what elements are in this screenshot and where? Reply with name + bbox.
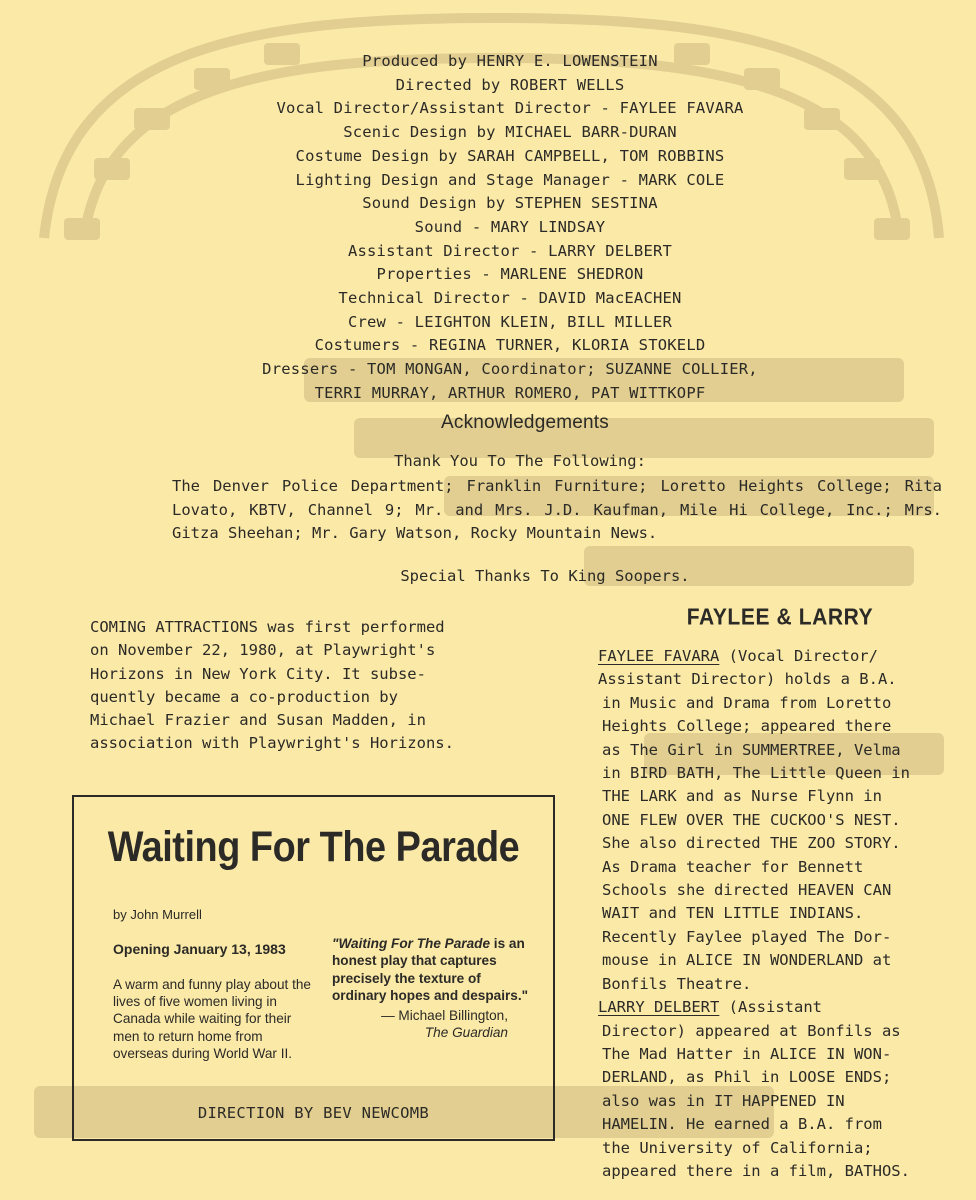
bio-line: Recently Faylee played The Dor- — [602, 927, 892, 946]
biographies — [598, 645, 968, 1183]
ad-quote-text: is an honest play that captures precisely the texture of ordinary hopes and despairs." — [332, 936, 529, 1004]
bio-line: Director) appeared at Bonfils as — [602, 1021, 901, 1040]
history-line: quently became a co-production by — [90, 687, 398, 706]
bio-line — [598, 996, 968, 1019]
bio-line: ONE FLEW OVER THE CUCKOO'S NEST. — [602, 810, 901, 829]
bio-line: as The Girl in SUMMERTREE, Velma — [602, 740, 901, 759]
history-line: association with Playwright's Horizons. — [90, 734, 454, 753]
credit-line: Assistant Director - LARRY DELBERT — [347, 241, 673, 260]
bio-line: the University of California; — [602, 1138, 873, 1157]
credit-line: Technical Director - DAVID MacEACHEN — [338, 289, 682, 308]
ad-title: Waiting For The Parade — [107, 823, 520, 871]
bio-line: HAMELIN. He earned a B.A. from — [602, 1115, 882, 1134]
bio-line: The Mad Hatter in ALICE IN WON- — [602, 1044, 892, 1063]
bio-line: mouse in ALICE IN WONDERLAND at — [602, 951, 892, 970]
credit-line: Costumers - REGINA TURNER, KLORIA STOKELD — [314, 336, 706, 355]
bio-line: THE LARK and as Nurse Flynn in — [602, 787, 882, 806]
ad-direction-credit: DIRECTION BY BEV NEWCOMB — [197, 1104, 430, 1122]
credit-line: Dressers - TOM MONGAN, Coordinator; SUZANNE COLLIER, — [262, 360, 758, 379]
ad-opening-date: Opening January 13, 1983 — [113, 941, 286, 957]
acknowledgements-intro: Thank You To The Following: — [394, 452, 646, 470]
bio-line: She also directed THE ZOO STORY. — [602, 834, 901, 853]
ad-description: A warm and funny play about the lives of five women living in Canada while waiting for their men to return home from overseas during World War II. — [113, 977, 311, 1061]
history-line: on November 22, 1980, at Playwright's — [90, 641, 436, 660]
bio-line: in BIRD BATH, The Little Queen in — [602, 764, 910, 783]
larry-role: (Assistant — [719, 998, 822, 1017]
faylee-role: (Vocal Director/ — [719, 647, 878, 665]
credit-line: Lighting Design and Stage Manager - MARK COLE — [295, 170, 725, 189]
faylee-name: FAYLEE FAVARA — [598, 647, 720, 665]
credit-line: Sound - MARY LINDSAY — [414, 217, 606, 236]
special-thanks: Special Thanks To King Soopers. — [400, 567, 690, 585]
history-line: Michael Frazier and Susan Madden, in — [90, 711, 426, 730]
history-line: COMING ATTRACTIONS was first performed — [90, 618, 445, 636]
bios-heading: FAYLEE & LARRY — [686, 605, 874, 630]
ad-quote-title: "Waiting For The Parade — [332, 936, 491, 951]
bio-line: As Drama teacher for Bennett — [602, 857, 864, 876]
credit-line: Costume Design by SARAH CAMPBELL, TOM ROBBINS — [295, 146, 725, 165]
acknowledgements-heading: Acknowledgements — [441, 412, 609, 433]
bio-line: appeared there in a film, BATHOS. — [602, 1161, 910, 1180]
bio-line: Schools she directed HEAVEN CAN — [602, 881, 892, 900]
acknowledgements-body: The Denver Police Department; Franklin Furniture; Loretto Heights College; Rita Lovato, KBTV, Channel 9; Mr. and Mrs. J.D. Kaufman, Mile Hi College, Inc.; Mrs. Gitza Sheehan; Mr. Gary Watson, Rocky Mountain News. — [172, 477, 942, 542]
credit-line: Sound Design by STEPHEN SESTINA — [362, 194, 658, 213]
credit-line: Produced by HENRY E. LOWENSTEIN — [362, 52, 658, 70]
history-line: Horizons in New York City. It subse- — [90, 664, 426, 683]
credit-line: Scenic Design by MICHAEL BARR-DURAN — [343, 123, 677, 142]
bio-line: in Music and Drama from Loretto — [602, 693, 892, 712]
ad-quote-author: — Michael Billington, — [381, 1008, 508, 1023]
performance-history — [90, 616, 540, 756]
bio-line: Heights College; appeared there — [602, 717, 892, 736]
production-credits — [140, 50, 880, 406]
bio-line — [598, 645, 968, 668]
credit-line: Directed by ROBERT WELLS — [395, 75, 625, 94]
bio-line: WAIT and TEN LITTLE INDIANS. — [602, 904, 864, 923]
credit-line: Properties - MARLENE SHEDRON — [376, 265, 644, 284]
credit-line: Crew - LEIGHTON KLEIN, BILL MILLER — [347, 312, 673, 331]
ad-quote-publication: The Guardian — [424, 1025, 508, 1041]
ad-author: by John Murrell — [113, 907, 202, 922]
larry-name: LARRY DELBERT — [598, 998, 720, 1017]
bio-line: Bonfils Theatre. — [602, 974, 752, 993]
ad-review-quote — [332, 935, 532, 1005]
upcoming-show-advertisement — [72, 795, 555, 1141]
credit-line: Vocal Director/Assistant Director - FAYLEE FAVARA — [276, 99, 744, 118]
credit-line: TERRI MURRAY, ARTHUR ROMERO, PAT WITTKOPF — [314, 383, 706, 402]
bio-line: also was in IT HAPPENED IN — [602, 1091, 845, 1110]
bio-line: Assistant Director) holds a B.A. — [598, 670, 897, 689]
bio-line: DERLAND, as Phil in LOOSE ENDS; — [602, 1068, 892, 1087]
ad-quote-attribution — [332, 1007, 508, 1042]
